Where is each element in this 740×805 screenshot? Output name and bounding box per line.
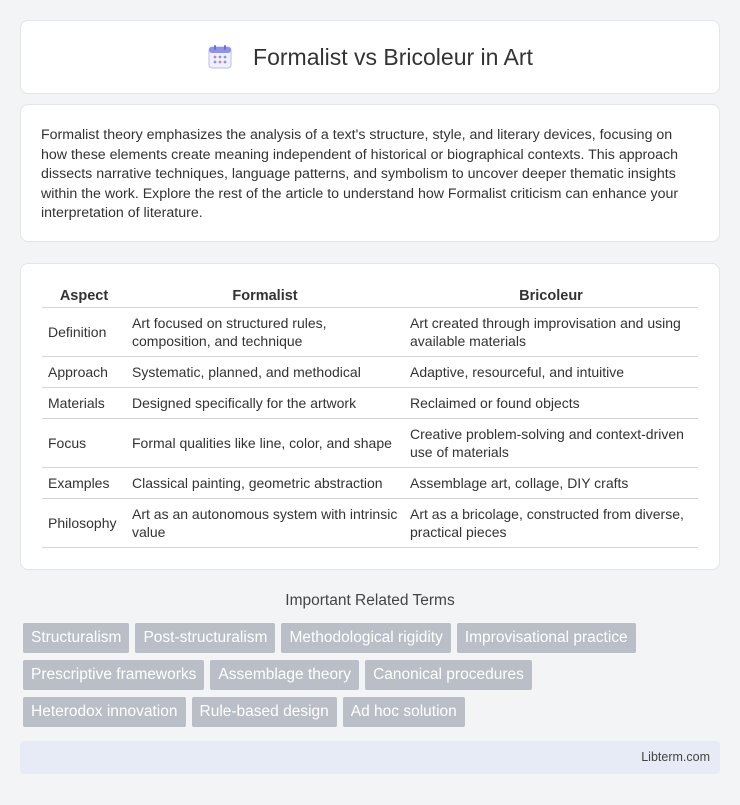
cell-formalist: Art focused on structured rules, composition, and technique bbox=[126, 308, 404, 357]
tag-rule-based-design[interactable]: Rule-based design bbox=[192, 697, 337, 727]
related-terms bbox=[23, 623, 723, 734]
cell-formalist: Designed specifically for the artwork bbox=[126, 388, 404, 419]
comparison-card bbox=[20, 263, 720, 570]
comparison-table bbox=[42, 283, 698, 548]
cell-aspect: Philosophy bbox=[42, 499, 126, 548]
cell-bricoleur: Art as a bricolage, constructed from diverse, practical pieces bbox=[404, 499, 698, 548]
tag-heterodox-innovation[interactable]: Heterodox innovation bbox=[23, 697, 186, 727]
tag-prescriptive-frameworks[interactable]: Prescriptive frameworks bbox=[23, 660, 204, 690]
table-row bbox=[42, 357, 698, 388]
intro-card bbox=[20, 104, 720, 242]
footer bbox=[20, 741, 720, 774]
intro-text: Formalist theory emphasizes the analysis of a text's structure, style, and literary devices, focusing on how these elements create meaning independent of historical or biographical contexts. This approach dissects narrative techniques, language patterns, and symbolism to uncover deeper thematic insights within the work. Explore the rest of the article to understand how Formalist criticism can enhance your interpretation of literature. bbox=[41, 127, 679, 221]
table-row bbox=[42, 419, 698, 468]
header-formalist: Formalist bbox=[126, 283, 404, 308]
cell-formalist: Classical painting, geometric abstraction bbox=[126, 468, 404, 499]
header-aspect: Aspect bbox=[42, 283, 126, 308]
table-row bbox=[42, 308, 698, 357]
tag-improvisational-practice[interactable]: Improvisational practice bbox=[457, 623, 636, 653]
table-row bbox=[42, 388, 698, 419]
tag-row bbox=[23, 623, 723, 653]
cell-bricoleur: Reclaimed or found objects bbox=[404, 388, 698, 419]
cell-bricoleur: Assemblage art, collage, DIY crafts bbox=[404, 468, 698, 499]
cell-aspect: Focus bbox=[42, 419, 126, 468]
cell-aspect: Materials bbox=[42, 388, 126, 419]
tag-canonical-procedures[interactable]: Canonical procedures bbox=[365, 660, 532, 690]
header-bricoleur: Bricoleur bbox=[404, 283, 698, 308]
cell-formalist: Systematic, planned, and methodical bbox=[126, 357, 404, 388]
tag-row bbox=[23, 660, 723, 690]
cell-aspect: Approach bbox=[42, 357, 126, 388]
table-row bbox=[42, 499, 698, 548]
cell-formalist: Formal qualities like line, color, and shape bbox=[126, 419, 404, 468]
cell-bricoleur: Art created through improvisation and using available materials bbox=[404, 308, 698, 357]
table-row bbox=[42, 468, 698, 499]
tag-row bbox=[23, 697, 723, 727]
calendar-icon bbox=[207, 44, 233, 70]
tag-post-structuralism[interactable]: Post-structuralism bbox=[135, 623, 275, 653]
tag-structuralism[interactable]: Structuralism bbox=[23, 623, 129, 653]
footer-link[interactable]: Libterm.com bbox=[641, 750, 710, 764]
cell-aspect: Definition bbox=[42, 308, 126, 357]
tag-methodological-rigidity[interactable]: Methodological rigidity bbox=[281, 623, 450, 653]
table-header-row bbox=[42, 283, 698, 308]
page-title: Formalist vs Bricoleur in Art bbox=[253, 43, 533, 70]
tag-ad-hoc-solution[interactable]: Ad hoc solution bbox=[343, 697, 465, 727]
cell-formalist: Art as an autonomous system with intrinsic value bbox=[126, 499, 404, 548]
cell-aspect: Examples bbox=[42, 468, 126, 499]
related-terms-heading: Important Related Terms bbox=[285, 592, 455, 609]
cell-bricoleur: Adaptive, resourceful, and intuitive bbox=[404, 357, 698, 388]
tag-assemblage-theory[interactable]: Assemblage theory bbox=[210, 660, 359, 690]
cell-bricoleur: Creative problem-solving and context-driven use of materials bbox=[404, 419, 698, 468]
title-card bbox=[20, 20, 720, 94]
